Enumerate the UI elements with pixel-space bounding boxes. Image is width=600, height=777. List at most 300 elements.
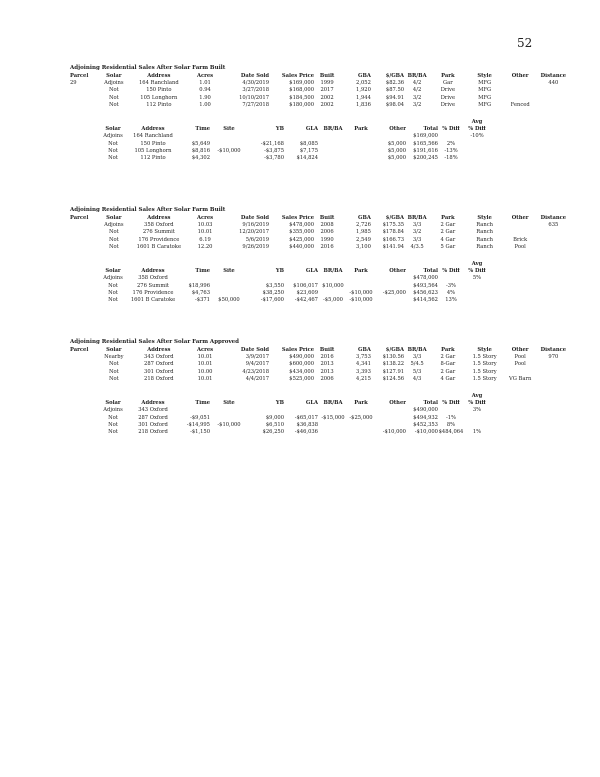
sales-cell: Adjoins — [104, 80, 124, 87]
adj-cell: 5% — [472, 275, 482, 282]
sales-cell: 3/2 — [412, 101, 422, 108]
adj-cell: 13% — [445, 297, 457, 304]
table-row — [70, 87, 570, 94]
adj-cell — [438, 407, 464, 414]
sales-cell: 2,726 — [356, 222, 371, 229]
sales-cell: 2016 — [320, 354, 334, 361]
adj-cell: 301 Oxford — [138, 421, 168, 428]
sales-cell: 970 — [548, 354, 559, 361]
sales-cell: 164 Ranchland — [139, 80, 179, 87]
adj-header-cell: Address — [141, 268, 165, 275]
sales-cell: 4/3.5 — [410, 243, 424, 250]
sales-header-cell: Acres — [196, 73, 214, 79]
sales-header-cell: Date Sold — [240, 347, 270, 353]
adj-cell: 4% — [446, 289, 456, 296]
adj-cell: $493,564 — [413, 282, 438, 289]
sales-cell: 9/26/2019 — [242, 243, 270, 250]
sales-cell: 2 Gar — [440, 222, 456, 229]
table-row — [98, 133, 490, 140]
adj-cell: -13% — [444, 147, 458, 154]
adj-cell: 8% — [446, 421, 456, 428]
adj-cell: -$10,000 — [349, 297, 373, 304]
sales-cell — [504, 369, 537, 376]
adj-cell: -$65,017 — [294, 414, 318, 421]
adj-cell: -18% — [444, 155, 458, 162]
adj-cell — [464, 148, 490, 155]
section-1 — [70, 65, 570, 162]
adj-cell — [464, 297, 490, 304]
sales-cell — [70, 376, 98, 383]
sales-cell: 3/2 — [412, 229, 422, 236]
sales-cell: $82.36 — [385, 80, 405, 87]
adj-cell: $26,250 — [262, 429, 284, 436]
sales-cell — [70, 222, 98, 229]
adj-cell: 358 Oxford — [138, 275, 168, 282]
adj-header-cell: % Diff — [468, 126, 486, 133]
adj-cell: Not — [108, 414, 118, 421]
sales-header-cell: Sales Price — [281, 215, 315, 221]
sales-cell: 635 — [548, 222, 559, 229]
adj-header-cell: Address — [141, 400, 165, 407]
sales-cell: $87.50 — [385, 87, 405, 94]
sales-header-cell: $/GBA — [385, 215, 405, 221]
sales-cell: 2006 — [320, 375, 334, 382]
adj-cell: Not — [108, 140, 118, 147]
adjustment-table — [98, 393, 490, 436]
sales-cell: $478,000 — [289, 222, 315, 229]
sales-header-cell: Solar — [106, 215, 122, 221]
adj-cell: $50,000 — [218, 297, 240, 304]
adj-cell: -10% — [470, 133, 484, 140]
sales-header-cell: Solar — [106, 73, 122, 79]
adj-cell — [318, 422, 348, 429]
sales-cell: 12/20/2017 — [239, 229, 270, 236]
adj-cell — [210, 283, 248, 290]
sales-header-cell: Other — [511, 347, 529, 353]
sales-cell: 2 Gar — [440, 229, 456, 236]
adj-cell — [318, 133, 348, 140]
adj-cell: -$9,051 — [190, 414, 210, 421]
adj-cell: $7,175 — [299, 147, 318, 154]
sales-cell: 2013 — [320, 368, 334, 375]
adj-cell: -$46,036 — [294, 429, 318, 436]
adj-cell — [348, 133, 374, 140]
adj-cell: $18,996 — [188, 282, 210, 289]
sales-cell: 0.94 — [199, 87, 211, 94]
sales-header-cell: Date Sold — [240, 73, 270, 79]
adj-cell: Not — [108, 421, 118, 428]
adj-cell — [210, 429, 248, 436]
adj-header-cell: Solar — [105, 126, 121, 133]
table-row — [98, 297, 490, 304]
sales-cell: 7/27/2018 — [242, 101, 270, 108]
sales-cell: $98.04 — [385, 101, 405, 108]
adj-cell: $14,824 — [296, 155, 318, 162]
sales-cell: $168,000 — [289, 87, 315, 94]
sales-cell: 218 Oxford — [144, 375, 174, 382]
table-row — [98, 290, 490, 297]
adj-cell: $478,000 — [413, 275, 438, 282]
adj-cell — [318, 290, 348, 297]
sales-cell: Ranch — [476, 236, 493, 243]
sales-cell: 29 — [70, 80, 77, 87]
sales-cell: 1,920 — [356, 87, 371, 94]
sales-cell: 1.01 — [199, 80, 211, 87]
sales-header-cell: Parcel — [70, 73, 89, 79]
sales-cell: Brick — [513, 236, 528, 243]
adj-cell — [374, 275, 406, 282]
adj-cell: 3% — [472, 407, 482, 414]
adj-cell: $200,245 — [413, 155, 438, 162]
avg-label: Avg — [471, 393, 483, 400]
adj-cell — [210, 133, 248, 140]
adj-cell: -$1,150 — [190, 429, 210, 436]
sales-cell: 10.01 — [197, 375, 213, 382]
adj-header-cell: Time — [195, 126, 210, 133]
table-row — [98, 415, 490, 422]
adj-cell — [318, 148, 348, 155]
sales-cell: Ranch — [476, 229, 493, 236]
sales-cell: 3,100 — [356, 243, 371, 250]
adj-header-cell: Site — [223, 268, 235, 275]
adj-header-cell: BR/BA — [323, 268, 343, 275]
avg-label-row — [98, 393, 490, 400]
adj-header-cell: YB — [275, 268, 284, 275]
adj-cell: -1% — [446, 414, 456, 421]
adj-cell — [178, 133, 210, 140]
sales-header-cell: Park — [441, 215, 455, 221]
adj-cell — [248, 133, 284, 140]
adj-cell: -$42,467 — [294, 297, 318, 304]
sales-cell: $127.91 — [382, 368, 405, 375]
sales-header-cell: Parcel — [70, 347, 89, 353]
sales-cell: 4/23/2018 — [242, 368, 270, 375]
sales-cell — [70, 229, 98, 236]
adj-header-cell: % Diff — [442, 126, 460, 133]
sales-cell: 1990 — [320, 236, 334, 243]
sales-cell: 150 Pinto — [146, 87, 172, 94]
sales-cell: Not — [108, 368, 119, 375]
adj-header-cell: Solar — [105, 400, 121, 407]
adj-cell: $456,623 — [413, 289, 438, 296]
table-row — [70, 244, 570, 251]
adj-cell: Not — [108, 429, 118, 436]
sales-header-cell: Date Sold — [240, 215, 270, 221]
avg-label-row — [98, 261, 490, 268]
adj-cell: -$25,000 — [382, 289, 406, 296]
adj-cell — [348, 429, 374, 436]
sales-cell: Not — [108, 361, 119, 368]
sales-cell: 276 Summit — [142, 229, 175, 236]
sales-header-cell: Parcel — [70, 215, 89, 221]
sales-cell — [70, 354, 98, 361]
adj-cell: Adjoins — [103, 133, 123, 140]
sales-cell — [537, 376, 570, 383]
adj-header-cell: Solar — [105, 268, 121, 275]
section-title: Adjoining Residential Sales After Solar Farm Built — [70, 65, 226, 71]
adj-cell: Not — [108, 289, 118, 296]
sales-header-cell: GBA — [358, 73, 371, 79]
sales-cell: Not — [108, 243, 119, 250]
adj-header-cell: Park — [354, 126, 368, 133]
adj-cell — [374, 422, 406, 429]
table-row — [70, 95, 570, 102]
adjustment-table — [98, 119, 490, 162]
adj-cell — [374, 407, 406, 414]
adj-cell — [438, 133, 464, 140]
sales-cell: $355,000 — [289, 229, 315, 236]
adj-header-cell: GLA — [305, 126, 318, 133]
adj-cell: $5,000 — [387, 147, 406, 154]
sales-cell: Fenced — [510, 101, 530, 108]
sales-cell: 2 Gar — [440, 368, 456, 375]
adj-cell: $8,085 — [299, 140, 318, 147]
adj-cell — [464, 422, 490, 429]
adj-cell: -$25,000 — [349, 414, 373, 421]
adj-cell — [374, 297, 406, 304]
table-row — [70, 237, 570, 244]
sales-cell: VG Barn — [509, 375, 532, 382]
adj-cell: $5,649 — [191, 140, 210, 147]
sales-cell: $138.22 — [382, 361, 405, 368]
sales-cell — [537, 244, 570, 251]
adj-cell: -$10,000 — [382, 429, 406, 436]
sales-header-cell: Style — [477, 215, 492, 221]
sales-cell: $130.56 — [382, 354, 405, 361]
sales-cell: Gar — [443, 80, 453, 87]
sales-cell: 5 Gar — [440, 243, 456, 250]
sales-cell: Ranch — [476, 222, 493, 229]
table-row — [70, 354, 570, 361]
table-row — [70, 376, 570, 383]
sales-cell: $184,500 — [289, 94, 315, 101]
adj-header-cell: Site — [223, 126, 235, 133]
section-3 — [70, 339, 570, 436]
sales-cell: 2,549 — [356, 236, 371, 243]
avg-label: Avg — [471, 261, 483, 268]
adj-cell — [438, 275, 464, 282]
adj-header-cell: YB — [275, 400, 284, 407]
sales-cell: 1,944 — [356, 94, 371, 101]
adj-cell — [348, 141, 374, 148]
adj-cell: -$3,875 — [264, 147, 284, 154]
sales-cell: 10.01 — [197, 361, 213, 368]
sales-cell: 1.5 Story — [472, 368, 497, 375]
adj-cell: -$17,600 — [260, 297, 284, 304]
adj-cell: 218 Oxford — [138, 429, 168, 436]
sales-header-cell: Other — [511, 73, 529, 79]
sales-cell: 1,836 — [356, 101, 371, 108]
sales-cell: 3,753 — [356, 354, 371, 361]
sales-cell: Not — [108, 87, 119, 94]
adj-header-cell: % Diff — [468, 400, 486, 407]
sales-cell: Nearby — [104, 354, 124, 361]
table-row — [98, 155, 490, 162]
adj-header-cell: Other — [389, 126, 406, 133]
sales-cell: 1.5 Story — [472, 354, 497, 361]
adj-cell: $106,017 — [293, 282, 318, 289]
sales-header-cell: BR/BA — [407, 215, 427, 221]
sales-cell: 10/10/2017 — [239, 94, 270, 101]
sales-cell: 3/3 — [412, 222, 422, 229]
sales-cell: 1.5 Story — [472, 361, 497, 368]
sales-cell: Not — [108, 94, 119, 101]
adj-cell: -$10,000 — [414, 429, 438, 436]
sales-cell: 2002 — [320, 94, 334, 101]
sales-header-cell: Style — [477, 73, 492, 79]
sales-header-cell: Park — [441, 73, 455, 79]
sales-cell: 176 Providence — [138, 236, 180, 243]
sales-header-row — [70, 215, 570, 222]
adj-cell: -$3,780 — [264, 155, 284, 162]
adj-cell — [284, 275, 318, 282]
adj-cell — [464, 290, 490, 297]
adj-header-cell: Total — [423, 400, 438, 407]
sales-cell — [537, 237, 570, 244]
sales-cell: 2016 — [320, 243, 334, 250]
sales-cell — [70, 369, 98, 376]
adj-cell: $23,609 — [296, 289, 318, 296]
sales-cell: 2 Gar — [440, 354, 456, 361]
adj-header-cell: Time — [195, 268, 210, 275]
table-row — [98, 407, 490, 414]
sales-cell — [537, 102, 570, 109]
sales-cell: MFG — [478, 80, 492, 87]
sales-cell: MFG — [478, 87, 492, 94]
sales-cell: 4 Gar — [440, 375, 456, 382]
adj-header-cell: Total — [423, 126, 438, 133]
adj-header-cell: Other — [389, 400, 406, 407]
adj-cell — [318, 407, 348, 414]
sales-cell: 10.00 — [197, 368, 213, 375]
adj-cell: -$10,000 — [217, 421, 241, 428]
sales-header-cell: Sales Price — [281, 73, 315, 79]
adj-cell: $5,000 — [387, 155, 406, 162]
sales-cell: 4/2 — [412, 80, 422, 87]
section-title: Adjoining Residential Sales After Solar Farm Built — [70, 207, 226, 213]
table-row — [70, 222, 570, 229]
adj-cell — [318, 429, 348, 436]
adj-header-row — [98, 126, 490, 133]
sales-header-cell: Other — [511, 215, 529, 221]
sales-cell — [504, 222, 537, 229]
sales-header-cell: Address — [147, 215, 171, 221]
table-row — [98, 141, 490, 148]
adj-cell: 1601 B Caratoke — [130, 297, 176, 304]
adj-header-cell: GLA — [305, 268, 318, 275]
sales-cell: 2013 — [320, 361, 334, 368]
adj-header-cell: BR/BA — [323, 126, 343, 133]
adj-cell: -$10,000 — [349, 289, 373, 296]
adj-cell: -$10,000 — [217, 147, 241, 154]
sales-cell — [70, 102, 98, 109]
sales-cell: $434,000 — [289, 368, 315, 375]
sales-cell: Pool — [514, 361, 526, 368]
adj-cell — [318, 141, 348, 148]
sales-cell — [70, 87, 98, 94]
adj-cell — [318, 155, 348, 162]
sales-cell: 1.00 — [199, 101, 211, 108]
adj-cell: 287 Oxford — [138, 414, 168, 421]
adj-cell: $6,510 — [265, 421, 284, 428]
sales-cell: 440 — [548, 80, 559, 87]
adj-cell: Not — [108, 297, 118, 304]
sales-cell: 1601 B Caratoke — [136, 243, 182, 250]
adj-cell — [374, 283, 406, 290]
page-number: 52 — [517, 36, 533, 50]
adj-cell — [210, 407, 248, 414]
sales-header-cell: Distance — [540, 73, 567, 79]
sales-cell: 105 Longhorn — [140, 94, 178, 101]
sales-cell: $94.91 — [385, 94, 405, 101]
adj-cell: $5,000 — [387, 140, 406, 147]
sales-cell: 1.5 Story — [472, 375, 497, 382]
adj-cell — [464, 283, 490, 290]
sales-cell: $124.56 — [382, 375, 405, 382]
adj-cell — [374, 133, 406, 140]
adj-header-cell: % Diff — [468, 268, 486, 275]
sales-cell: Pool — [514, 354, 526, 361]
adj-header-cell: BR/BA — [323, 400, 343, 407]
sales-cell: 4 Gar — [440, 236, 456, 243]
adj-cell: -3% — [446, 282, 456, 289]
adj-cell — [248, 275, 284, 282]
adj-header-cell: Time — [195, 400, 210, 407]
adj-cell — [178, 275, 210, 282]
adj-header-cell: Other — [389, 268, 406, 275]
adj-cell: 164 Ranchland — [133, 133, 173, 140]
sales-cell: 12.20 — [197, 243, 213, 250]
sales-cell: 1,985 — [356, 229, 371, 236]
sales-cell: 1999 — [320, 80, 334, 87]
sales-cell: 3/3 — [412, 354, 422, 361]
sales-cell: Pool — [514, 243, 526, 250]
sales-cell — [537, 361, 570, 368]
table-row — [70, 369, 570, 376]
table-row — [70, 361, 570, 368]
adj-header-cell: Park — [354, 400, 368, 407]
adj-header-row — [98, 400, 490, 407]
adj-cell: -$15,000 — [321, 414, 345, 421]
sales-cell: Drive — [440, 87, 456, 94]
sales-header-cell: Built — [319, 73, 335, 79]
adj-cell: 176 Providence — [132, 289, 174, 296]
sales-cell: Drive — [440, 94, 456, 101]
sales-cell: Not — [108, 375, 119, 382]
adj-cell: $165,566 — [413, 140, 438, 147]
sales-cell: 3/3 — [412, 236, 422, 243]
sales-cell: $425,000 — [289, 236, 315, 243]
adj-cell — [210, 141, 248, 148]
sales-cell: 3/27/2018 — [242, 87, 270, 94]
sales-table — [70, 73, 570, 109]
avg-label-row — [98, 119, 490, 126]
adj-cell: Adjoins — [103, 407, 123, 414]
table-row — [98, 148, 490, 155]
adj-header-cell: % Diff — [442, 268, 460, 275]
sales-cell — [504, 87, 537, 94]
sales-cell: Not — [108, 101, 119, 108]
adj-header-cell: Total — [423, 268, 438, 275]
adj-cell — [178, 407, 210, 414]
sales-cell: $490,000 — [289, 354, 315, 361]
adj-cell — [318, 275, 348, 282]
adj-cell: $191,616 — [413, 147, 438, 154]
sales-cell — [70, 237, 98, 244]
adj-cell — [348, 155, 374, 162]
table-row — [70, 102, 570, 109]
sales-cell: $525,000 — [289, 375, 315, 382]
